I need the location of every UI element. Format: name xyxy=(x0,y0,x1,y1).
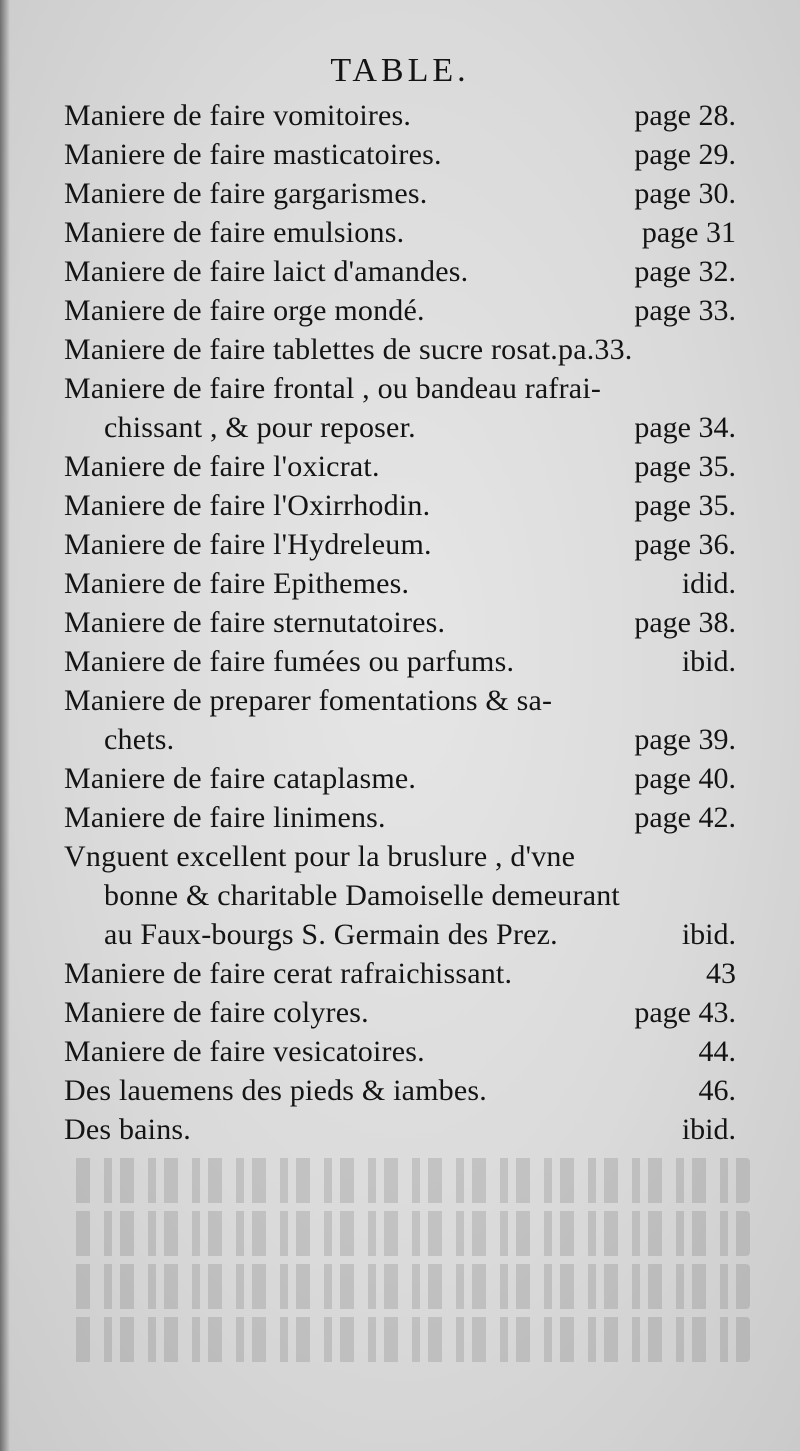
toc-page-ref: ibid. xyxy=(681,918,736,951)
toc-page-ref: page 28. xyxy=(634,99,736,132)
toc-entry-text: Maniere de faire frontal , ou bandeau rafrai- xyxy=(64,372,602,405)
toc-entry-line xyxy=(64,486,736,525)
toc-entry-line xyxy=(64,915,736,954)
toc-entry-line xyxy=(64,291,736,330)
toc-entry xyxy=(64,642,736,681)
toc-entry-line xyxy=(64,525,736,564)
toc-entry-line xyxy=(64,681,736,720)
toc-entry xyxy=(64,837,736,954)
toc-entry xyxy=(64,486,736,525)
toc-entry-line xyxy=(64,837,736,876)
toc-page-ref: idid. xyxy=(681,567,736,600)
toc-entry-line xyxy=(64,213,736,252)
toc-entry-text: Maniere de faire l'oxicrat. xyxy=(64,450,380,483)
toc-entry xyxy=(64,447,736,486)
toc-entry-text: Des lauemens des pieds & iambes. xyxy=(64,1074,487,1107)
toc-entry-text: Maniere de faire orge mondé. xyxy=(64,294,425,327)
toc-entry-line xyxy=(64,408,736,447)
toc-entry-text: Maniere de faire laict d'amandes. xyxy=(64,255,469,288)
toc-entry-text: Maniere de faire cataplasme. xyxy=(64,762,417,795)
toc-entry-line xyxy=(64,1110,736,1149)
toc-entry-text: Maniere de faire vomitoires. xyxy=(64,99,412,132)
toc-entry xyxy=(64,954,736,993)
toc-entry-text: Maniere de faire sternutatoires. xyxy=(64,606,446,639)
toc-entry xyxy=(64,993,736,1032)
toc-entry xyxy=(64,1110,736,1149)
toc-page-ref: 46. xyxy=(698,1074,736,1107)
toc-page-ref: page 36. xyxy=(634,528,736,561)
toc-entry-text: Maniere de faire fumées ou parfums. xyxy=(64,645,515,678)
toc-entry-text: Maniere de faire l'Hydreleum. xyxy=(64,528,432,561)
toc-page-ref: ibid. xyxy=(681,645,736,678)
toc-entry xyxy=(64,252,736,291)
toc-entry xyxy=(64,525,736,564)
page-edge-shadow xyxy=(0,0,10,1451)
toc-entry xyxy=(64,330,736,369)
toc-entry xyxy=(64,564,736,603)
toc-entry-line xyxy=(64,720,736,759)
toc-entry-line xyxy=(64,993,736,1032)
toc-entry-text: Des bains. xyxy=(64,1113,191,1146)
toc-entry xyxy=(64,798,736,837)
toc-entry-text: bonne & charitable Damoiselle demeurant xyxy=(104,879,620,912)
toc-entry xyxy=(64,174,736,213)
toc-entry-line xyxy=(64,603,736,642)
toc-entry-line xyxy=(64,96,736,135)
toc-page-ref: ibid. xyxy=(681,1113,736,1146)
toc-entry-line xyxy=(64,642,736,681)
toc-entry-line xyxy=(64,798,736,837)
toc-entry-text: Maniere de faire cerat rafraichissant. xyxy=(64,957,513,990)
toc-entry-line xyxy=(64,876,736,915)
toc-page-ref: page 29. xyxy=(634,138,736,171)
toc-entry-text: Vnguent excellent pour la bruslure , d'vne xyxy=(64,840,576,873)
toc-page-ref: page 31 xyxy=(641,216,736,249)
table-of-contents xyxy=(64,96,736,1149)
toc-entry-text: Maniere de preparer fomentations & sa- xyxy=(64,684,553,717)
toc-entry xyxy=(64,213,736,252)
toc-entry-line xyxy=(64,447,736,486)
toc-page-ref: page 33. xyxy=(634,294,736,327)
toc-entry-line xyxy=(64,759,736,798)
toc-entry-text: chissant , & pour reposer. xyxy=(104,411,416,444)
toc-entry-line xyxy=(64,330,736,369)
toc-entry xyxy=(64,759,736,798)
toc-page-ref: page 34. xyxy=(634,411,736,444)
toc-entry-line xyxy=(64,564,736,603)
toc-entry xyxy=(64,369,736,447)
toc-entry xyxy=(64,1071,736,1110)
toc-page-ref: page 32. xyxy=(634,255,736,288)
page-title: TABLE. xyxy=(330,52,470,89)
toc-entry xyxy=(64,96,736,135)
toc-page-ref: page 43. xyxy=(634,996,736,1029)
toc-entry-text: Maniere de faire colyres. xyxy=(64,996,369,1029)
toc-entry-text: chets. xyxy=(104,723,175,756)
toc-entry-text: Maniere de faire l'Oxirrhodin. xyxy=(64,489,431,522)
toc-entry xyxy=(64,1032,736,1071)
toc-entry xyxy=(64,291,736,330)
toc-entry-line xyxy=(64,1071,736,1110)
toc-entry-line xyxy=(64,135,736,174)
toc-entry-text: Maniere de faire vesicatoires. xyxy=(64,1035,425,1068)
toc-page-ref: page 39. xyxy=(634,723,736,756)
toc-page-ref: page 30. xyxy=(634,177,736,210)
toc-entry-text: au Faux-bourgs S. Germain des Prez. xyxy=(104,918,558,951)
toc-entry-line xyxy=(64,954,736,993)
toc-entry xyxy=(64,681,736,759)
toc-entry-line xyxy=(64,252,736,291)
toc-entry-text: Maniere de faire linimens. xyxy=(64,801,386,834)
toc-page-ref: page 40. xyxy=(634,762,736,795)
toc-page-ref: page 35. xyxy=(634,450,736,483)
toc-entry-line xyxy=(64,174,736,213)
show-through-text xyxy=(70,1150,750,1350)
toc-entry-line xyxy=(64,1032,736,1071)
toc-entry-text: Maniere de faire Epithemes. xyxy=(64,567,410,600)
toc-page-ref: 43 xyxy=(706,957,736,990)
toc-entry xyxy=(64,135,736,174)
toc-page-ref: page 35. xyxy=(634,489,736,522)
toc-entry xyxy=(64,603,736,642)
toc-page-ref: page 38. xyxy=(634,606,736,639)
toc-entry-text: Maniere de faire masticatoires. xyxy=(64,138,442,171)
toc-entry-text: Maniere de faire gargarismes. xyxy=(64,177,428,210)
toc-entry-text: Maniere de faire tablettes de sucre rosat.pa.33. xyxy=(64,333,633,366)
toc-page-ref: page 42. xyxy=(634,801,736,834)
toc-page-ref: 44. xyxy=(698,1035,736,1068)
toc-entry-text: Maniere de faire emulsions. xyxy=(64,216,405,249)
toc-entry-line xyxy=(64,369,736,408)
